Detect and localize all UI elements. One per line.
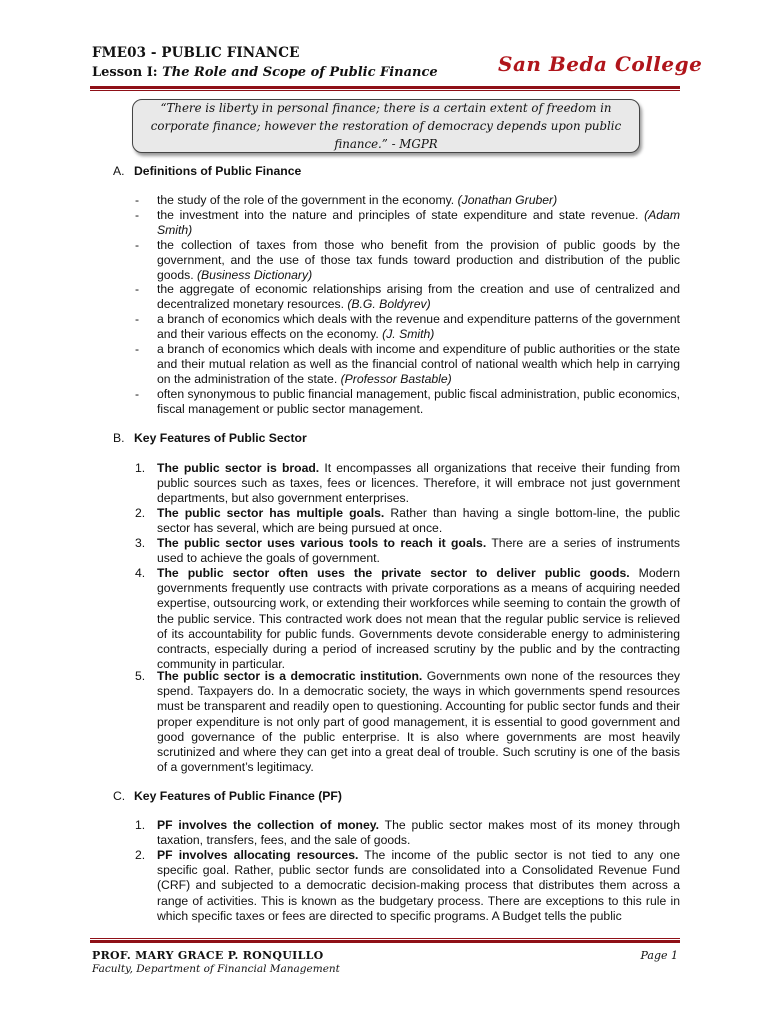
public-sector-feature: 4. The public sector often uses the private sector to deliver public goods. Modern governments frequently use contracts with private corporations as a means of acquiring needed expertise, outsourcing work, or extending their workforces while seeming to contain the growth of the public service. This contracted work does not mean that the regular public service is relieved of its accountability for public funds. Governments devote considerable energy to administering contracts, especially during a period of increased scrutiny by the public and by the contracting community in particular. (135, 566, 680, 672)
college-logo: San Beda College (498, 52, 703, 76)
definition-item: - the aggregate of economic relationships arising from the creation and use of centralized and decentralized monetary resources. (B.G. Boldyrev) (135, 282, 680, 312)
header-rule-thin (90, 90, 680, 91)
footer-rule-thin (90, 938, 680, 939)
definition-item: - the collection of taxes from those who benefit from the provision of public goods by the government, and the use of those tax funds toward production and distribution of the public goods. (Business Dictionary) (135, 238, 680, 283)
definition-item: - a branch of economics which deals with the revenue and expenditure patterns of the government and their various effects on the economy. (J. Smith) (135, 312, 680, 342)
lesson-name: The Role and Scope of Public Finance (162, 65, 438, 80)
quote-box (132, 99, 640, 153)
header-rule (90, 86, 680, 89)
definition-item: - the study of the role of the government in the economy. (Jonathan Gruber) (135, 193, 558, 207)
footer-rule (90, 940, 680, 943)
author-department: Faculty, Department of Financial Management (92, 963, 340, 975)
public-finance-feature: 1. PF involves the collection of money. The public sector makes most of its money through taxation, transfers, fees, and the sale of goods. (135, 818, 680, 848)
section-b-heading: B. Key Features of Public Sector (113, 431, 307, 445)
lesson-prefix: Lesson I: (92, 65, 163, 80)
public-sector-feature: 3. The public sector uses various tools to reach it goals. There are a series of instruments used to achieve the goals of government. (135, 536, 680, 566)
definition-item: - the investment into the nature and principles of state expenditure and state revenue. (Adam Smith) (135, 208, 680, 238)
quote-text: “There is liberty in personal finance; there is a certain extent of freedom in corporate finance; however the restoration of democracy depends upon public finance.” - MGPR (150, 101, 622, 151)
course-title: FME03 - PUBLIC FINANCE (92, 45, 300, 61)
page-number: Page 1 (640, 949, 678, 962)
author-name: PROF. MARY GRACE P. RONQUILLO (92, 949, 324, 962)
public-sector-feature: 1. The public sector is broad. It encompasses all organizations that receive their funding from public sources such as taxes, fees or licences. Therefore, it will embrace not just government departments, but also government enterprises. (135, 461, 680, 506)
public-sector-feature: 5. The public sector is a democratic institution. Governments own none of the resources they spend. Taxpayers do. In a democratic society, the ways in which governments spend resources must be transparent and readily open to questioning. Accounting for public sector funds and their proper expenditure is not only part of good management, it is essential to good government and good governance of the public enterprise. It is also where governments are most heavily scrutinized and where they can get into a great deal of trouble. Such scrutiny is one of the basis of a government’s legitimacy. (135, 669, 680, 775)
definition-item: - a branch of economics which deals with income and expenditure of public authorities or the state and their mutual relation as well as the financial control of national wealth which help in carrying on the administration of the state. (Professor Bastable) (135, 342, 680, 387)
public-finance-feature: 2. PF involves allocating resources. The income of the public sector is not tied to any one specific goal. Rather, public sector funds are consolidated into a Consolidated Revenue Fund (CRF) and subjected to a democratic decision-making process that distributes them across a range of activities. This is known as the budgetary process. There are exceptions to this rule in which specific taxes or fees are directed to specific programs. A Budget tells the public (135, 848, 680, 923)
public-sector-feature: 2. The public sector has multiple goals. Rather than having a single bottom-line, the public sector has several, which are being pursued at once. (135, 506, 680, 536)
definition-item: - often synonymous to public financial management, public fiscal administration, public economics, fiscal management or public sector management. (135, 387, 680, 417)
section-c-heading: C. Key Features of Public Finance (PF) (113, 789, 342, 803)
lesson-title (92, 65, 438, 80)
section-a-heading: A. Definitions of Public Finance (113, 164, 302, 178)
